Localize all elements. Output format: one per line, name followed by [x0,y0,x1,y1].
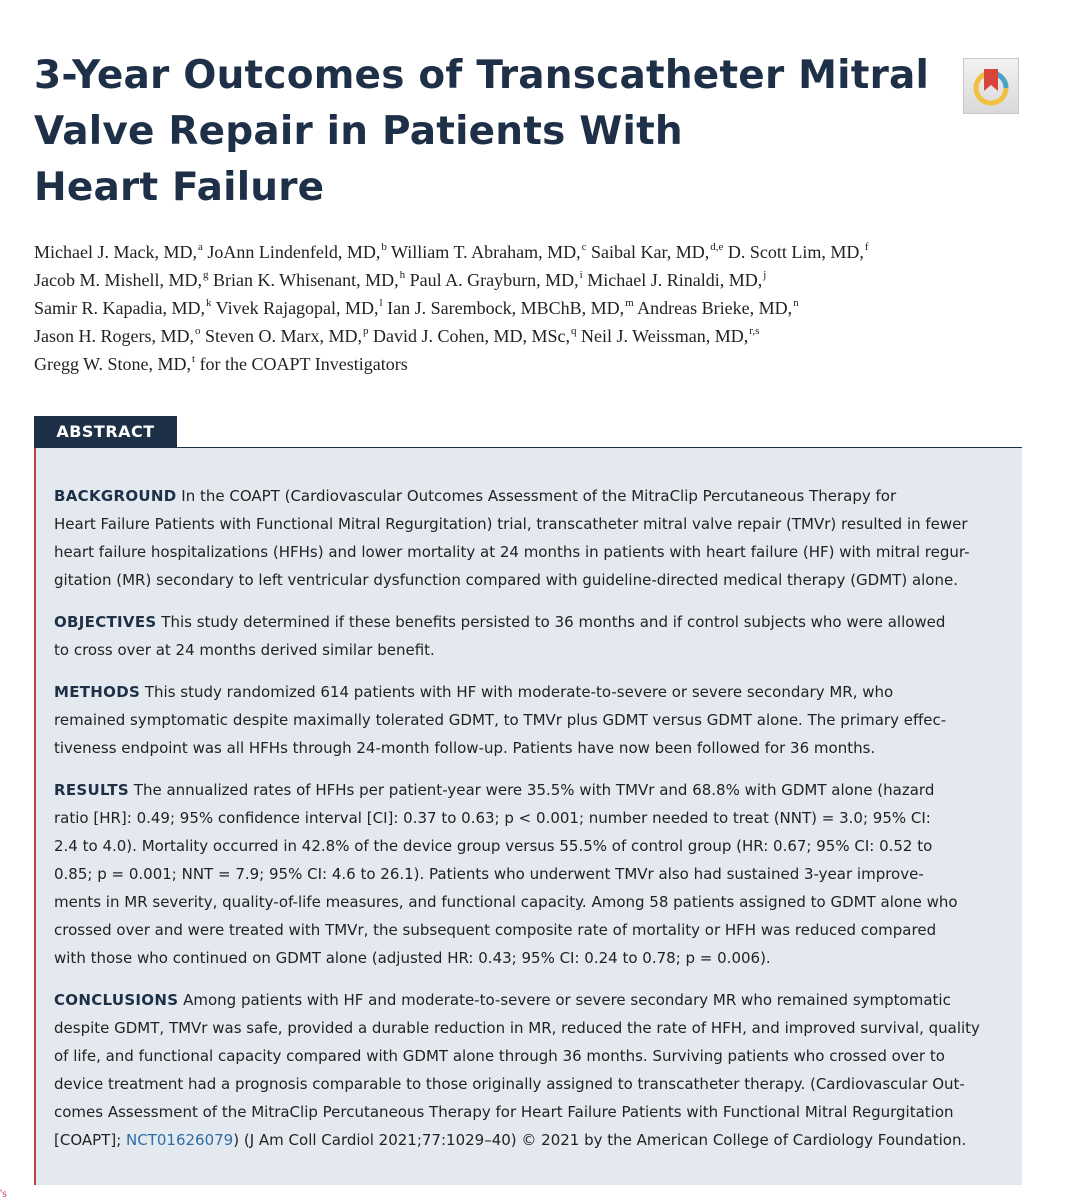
author-name: David J. Cohen, MD, MSc, [368,326,570,346]
corner-text: 's [0,1186,7,1200]
abstract-line [54,706,994,734]
affiliation-superscript[interactable]: n [793,297,799,309]
abstract-line [54,776,994,804]
abstract-line [54,888,994,916]
section-text: Among patients with HF and moderate-to-severe or severe secondary MR who remained symptomatic [183,991,951,1009]
section-text: with those who continued on GDMT alone (adjusted HR: 0.43; 95% CI: 0.24 to 0.78; p = 0.006). [54,949,771,967]
abstract-line [54,566,994,594]
affiliation-superscript[interactable]: l [379,297,383,309]
author-name: Neil J. Weissman, MD, [576,326,749,346]
section-text: crossed over and were treated with TMVr, the subsequent composite rate of mortality or HFH was reduced compared [54,921,937,939]
abstract-line [54,832,994,860]
section-heading: OBJECTIVES [54,613,157,631]
section-text: The annualized rates of HFHs per patient-year were 35.5% with TMVr and 68.8% with GDMT alone (hazard [133,781,935,799]
citation-text: ) (J Am Coll Cardiol 2021;77:1029–40) © 2021 by the American College of Cardiology Foundation. [233,1131,967,1149]
abstract-line [54,1098,994,1126]
section-text: heart failure hospitalizations (HFHs) and lower mortality at 24 months in patients with heart failure (HF) with mitral regur- [54,543,970,561]
abstract-section-results [54,776,994,972]
affiliation-superscript[interactable]: a [197,241,203,253]
section-text: of life, and functional capacity compared with GDMT alone through 36 months. Surviving patients who crossed over to [54,1047,945,1065]
affiliation-superscript[interactable]: g [203,269,209,281]
abstract-line [54,1070,994,1098]
affiliation-superscript[interactable]: h [399,269,406,281]
crossmark-icon[interactable] [963,58,1019,114]
abstract-line [54,804,994,832]
abstract-line [54,734,994,762]
affiliation-superscript[interactable]: j [763,269,767,281]
author-name: William T. Abraham, MD, [386,242,581,262]
author-name: Steven O. Marx, MD, [200,326,362,346]
author-line [34,350,1024,378]
section-text: In the COAPT (Cardiovascular Outcomes Assessment of the MitraClip Percutaneous Therapy for [181,487,897,505]
abstract-line [54,510,994,538]
author-line [34,322,1024,350]
section-text: ments in MR severity, quality-of-life measures, and functional capacity. Among 58 patients assigned to GDMT alone who [54,893,958,911]
abstract-section-methods [54,678,994,762]
author-name: Michael J. Rinaldi, MD, [582,270,763,290]
affiliation-superscript[interactable]: t [192,353,196,365]
affiliation-superscript[interactable]: o [195,325,201,337]
abstract-line [54,608,994,636]
author-name: D. Scott Lim, MD, [723,242,864,262]
section-heading: RESULTS [54,781,129,799]
author-name: Vivek Rajagopal, MD, [211,298,379,318]
section-heading: METHODS [54,683,141,701]
section-text: despite GDMT, TMVr was safe, provided a durable reduction in MR, reduced the rate of HFH, and improved survival, quality [54,1019,980,1037]
section-text: This study randomized 614 patients with HF with moderate-to-severe or severe secondary MR, who [144,683,894,701]
abstract-line [54,482,994,510]
abstract-line [54,678,994,706]
title-line: Heart Failure [34,165,325,210]
author-list [34,238,1024,378]
affiliation-superscript[interactable]: r,s [749,325,760,337]
section-text: [COAPT]; [54,1131,127,1149]
author-name: Brian K. Whisenant, MD, [208,270,399,290]
title-line: 3-Year Outcomes of Transcatheter Mitral [34,53,930,98]
abstract-section-background [54,482,994,594]
author-name: for the COAPT Investigators [195,354,408,374]
affiliation-superscript[interactable]: p [362,325,369,337]
author-name: JoAnn Lindenfeld, MD, [202,242,381,262]
abstract-label: ABSTRACT [34,416,177,447]
section-text: Heart Failure Patients with Functional Mitral Regurgitation) trial, transcatheter mitral valve repair (TMVr) resulted in fewer [54,515,968,533]
section-text: remained symptomatic despite maximally tolerated GDMT, to TMVr plus GDMT versus GDMT alone. The primary effec- [54,711,947,729]
abstract-line [54,860,994,888]
author-name: Michael J. Mack, MD, [34,242,197,262]
abstract-section-conclusions [54,986,994,1154]
author-name: Saibal Kar, MD, [586,242,710,262]
abstract-line [54,916,994,944]
abstract-line [54,944,994,972]
author-name: Jason H. Rogers, MD, [34,326,194,346]
author-name: Samir R. Kapadia, MD, [34,298,205,318]
section-text: to cross over at 24 months derived similar benefit. [54,641,435,659]
author-name: Jacob M. Mishell, MD, [34,270,202,290]
section-text: comes Assessment of the MitraClip Percutaneous Therapy for Heart Failure Patients with Functional Mitral Regurgitation [54,1103,954,1121]
section-text: ratio [HR]: 0.49; 95% confidence interval [CI]: 0.37 to 0.63; p < 0.001; number needed to treat (NNT) = 3.0; 95% CI: [54,809,931,827]
crossmark-icon-graphic [969,64,1013,108]
section-text: tiveness endpoint was all HFHs through 24-month follow-up. Patients have now been followed for 36 months. [54,739,876,757]
affiliation-superscript[interactable]: d,e [710,241,724,253]
author-line [34,238,1024,266]
title-line: Valve Repair in Patients With [34,109,683,154]
abstract-line [54,1042,994,1070]
author-name: Gregg W. Stone, MD, [34,354,191,374]
section-heading: BACKGROUND [54,487,177,505]
abstract-line [54,538,994,566]
author-line [34,266,1024,294]
article-title [34,48,934,216]
author-name: Paul A. Grayburn, MD, [405,270,579,290]
author-name: Andreas Brieke, MD, [633,298,793,318]
section-text: 0.85; p = 0.001; NNT = 7.9; 95% CI: 4.6 to 26.1). Patients who underwent TMVr also had sustained 3-year improve- [54,865,924,883]
affiliation-superscript[interactable]: b [381,241,387,253]
section-text: gitation (MR) secondary to left ventricular dysfunction compared with guideline-directed medical therapy (GDMT) alone. [54,571,958,589]
section-text: This study determined if these benefits persisted to 36 months and if control subjects who were allowed [161,613,946,631]
abstract-section-objectives [54,608,994,664]
trial-registry-link[interactable]: NCT01626079 [126,1131,234,1149]
affiliation-superscript[interactable]: m [625,297,634,309]
affiliation-superscript[interactable]: c [581,241,587,253]
abstract-line [54,1126,994,1154]
author-line [34,294,1024,322]
abstract-line [54,636,994,664]
author-name: Ian J. Sarembock, MBChB, MD, [382,298,625,318]
affiliation-superscript[interactable]: i [579,269,583,281]
section-heading: CONCLUSIONS [54,991,179,1009]
abstract-line [54,986,994,1014]
abstract-body [54,482,994,1168]
abstract-line [54,1014,994,1042]
affiliation-superscript[interactable]: f [864,241,869,253]
affiliation-superscript[interactable]: k [205,297,212,309]
section-text: device treatment had a prognosis comparable to those originally assigned to transcatheter therapy. (Cardiovascular Out- [54,1075,965,1093]
section-text: 2.4 to 4.0). Mortality occurred in 42.8% of the device group versus 55.5% of control group (HR: 0.67; 95% CI: 0.52 to [54,837,933,855]
affiliation-superscript[interactable]: q [570,325,577,337]
